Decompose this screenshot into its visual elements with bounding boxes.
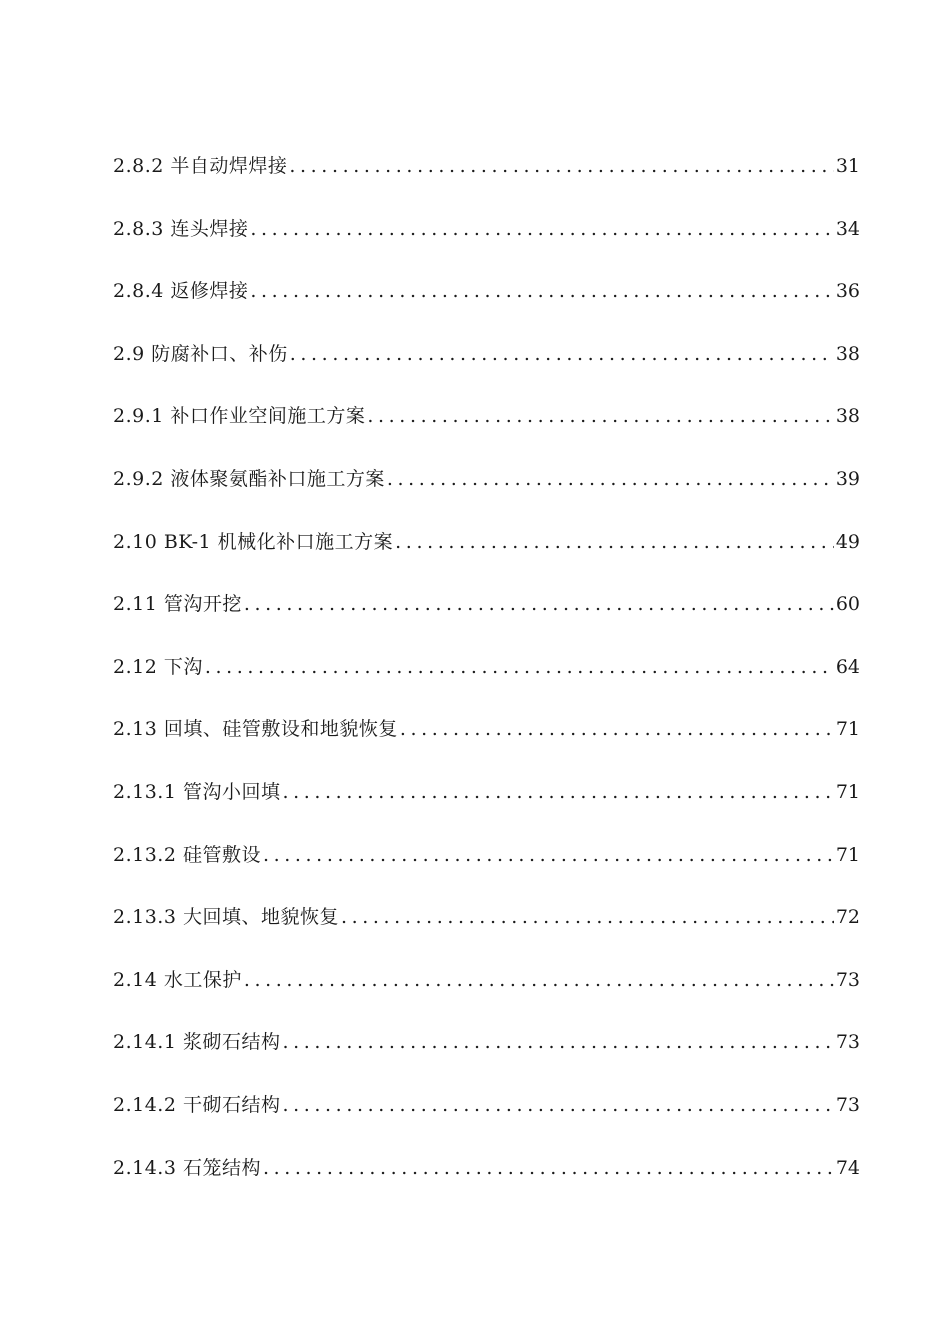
toc-dot-leader <box>263 1153 834 1183</box>
toc-entry[interactable] <box>113 902 860 965</box>
toc-entry[interactable] <box>113 464 860 527</box>
toc-entry-page: 49 <box>835 530 860 553</box>
toc-entry-title: 2.8.2 半自动焊焊接 <box>113 155 288 177</box>
toc-entry-page: 64 <box>835 655 860 678</box>
toc-entry[interactable] <box>113 339 860 402</box>
toc-dot-leader <box>244 589 834 619</box>
toc-entry-title: 2.13.3 大回填、地貌恢复 <box>113 906 339 929</box>
toc-entry[interactable] <box>113 276 860 339</box>
toc-entry-title: 2.14.2 干砌石结构 <box>113 1093 281 1116</box>
table-of-contents <box>113 151 860 1215</box>
toc-dot-leader <box>263 840 834 870</box>
toc-dot-leader <box>341 902 834 932</box>
toc-dot-leader <box>250 214 833 244</box>
toc-entry[interactable] <box>113 714 860 777</box>
toc-entry-page: 74 <box>835 1156 860 1179</box>
toc-entry-title: 2.13.2 硅管敷设 <box>113 843 261 866</box>
toc-entry[interactable] <box>113 652 860 715</box>
toc-dot-leader <box>289 151 833 181</box>
toc-entry-page: 38 <box>835 405 860 428</box>
toc-entry-title: 2.8.4 返修焊接 <box>113 280 249 303</box>
toc-dot-leader <box>290 339 834 369</box>
toc-dot-leader <box>282 777 833 807</box>
toc-entry[interactable] <box>113 589 860 652</box>
toc-entry-title: 2.14 水工保护 <box>113 968 242 991</box>
toc-entry[interactable] <box>113 151 860 214</box>
toc-entry[interactable] <box>113 214 860 277</box>
toc-entry[interactable] <box>113 965 860 1028</box>
toc-entry-title: 2.14.3 石笼结构 <box>113 1156 261 1179</box>
toc-entry-page: 72 <box>835 906 860 929</box>
toc-dot-leader <box>387 464 834 494</box>
toc-entry[interactable] <box>113 1090 860 1153</box>
toc-dot-leader <box>250 276 833 306</box>
toc-entry-title: 2.14.1 浆砌石结构 <box>113 1031 281 1054</box>
toc-entry[interactable] <box>113 777 860 840</box>
toc-entry[interactable] <box>113 840 860 903</box>
toc-entry-title: 2.10 BK-1 机械化补口施工方案 <box>113 530 394 553</box>
toc-entry-page: 36 <box>835 280 860 303</box>
toc-entry-page: 71 <box>835 843 860 866</box>
toc-dot-leader <box>367 401 833 431</box>
toc-dot-leader <box>395 527 834 557</box>
toc-dot-leader <box>282 1027 833 1057</box>
toc-entry-title: 2.11 管沟开挖 <box>113 593 242 616</box>
toc-dot-leader <box>244 965 834 995</box>
toc-entry-page: 73 <box>835 968 860 991</box>
toc-entry-page: 60 <box>835 593 860 616</box>
toc-dot-leader <box>282 1090 833 1120</box>
toc-entry-title: 2.8.3 连头焊接 <box>113 217 249 240</box>
toc-entry[interactable] <box>113 401 860 464</box>
toc-entry-title: 2.13 回填、硅管敷设和地貌恢复 <box>113 718 398 741</box>
toc-entry-title: 2.9.1 补口作业空间施工方案 <box>113 405 366 428</box>
toc-entry[interactable] <box>113 527 860 590</box>
toc-entry-page: 31 <box>835 155 860 177</box>
toc-entry-page: 38 <box>835 342 860 365</box>
toc-entry-page: 34 <box>835 217 860 240</box>
toc-dot-leader <box>205 652 834 682</box>
toc-entry-page: 73 <box>835 1031 860 1054</box>
toc-entry-page: 73 <box>835 1093 860 1116</box>
toc-entry[interactable] <box>113 1153 860 1216</box>
toc-entry-title: 2.12 下沟 <box>113 655 203 678</box>
toc-entry-title: 2.9 防腐补口、补伤 <box>113 342 288 365</box>
toc-entry-title: 2.9.2 液体聚氨酯补口施工方案 <box>113 467 385 490</box>
toc-entry-title: 2.13.1 管沟小回填 <box>113 780 281 803</box>
toc-entry-page: 39 <box>835 467 860 490</box>
toc-entry-page: 71 <box>835 718 860 741</box>
toc-entry[interactable] <box>113 1027 860 1090</box>
toc-entry-page: 71 <box>835 780 860 803</box>
toc-dot-leader <box>400 714 834 744</box>
